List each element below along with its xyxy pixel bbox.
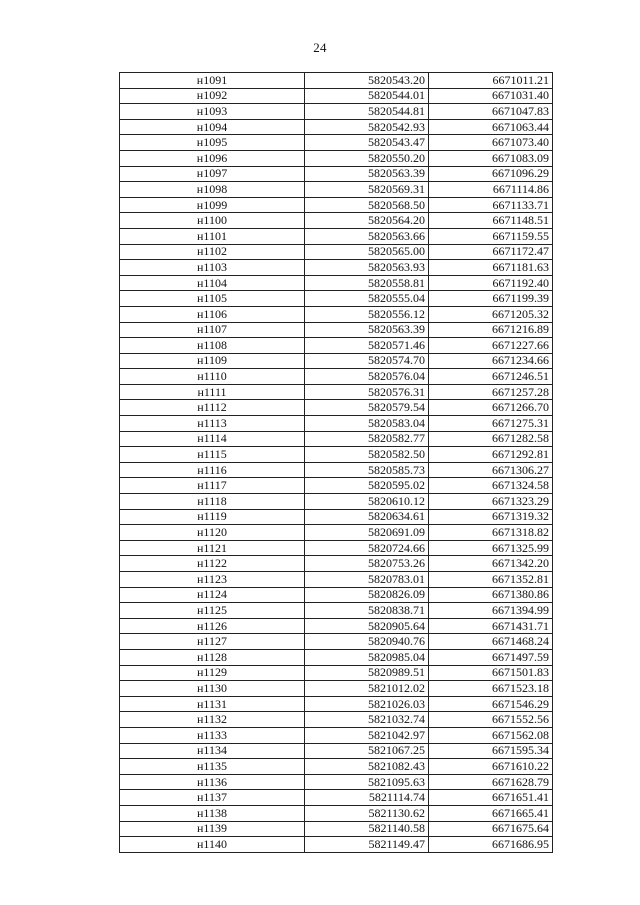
- x-coordinate-cell: 5820571.46: [305, 338, 429, 354]
- table-row: [120, 197, 553, 213]
- table-row: [120, 462, 553, 478]
- point-id-cell: н1132: [120, 712, 305, 728]
- y-coordinate-cell: 6671552.56: [429, 712, 553, 728]
- x-coordinate-cell: 5821149.47: [305, 837, 429, 853]
- point-id-cell: н1105: [120, 291, 305, 307]
- point-id-cell: н1127: [120, 634, 305, 650]
- y-coordinate-cell: 6671497.59: [429, 649, 553, 665]
- y-coordinate-cell: 6671063.44: [429, 119, 553, 135]
- y-coordinate-cell: 6671651.41: [429, 790, 553, 806]
- table-row: [120, 478, 553, 494]
- y-coordinate-cell: 6671282.58: [429, 431, 553, 447]
- y-coordinate-cell: 6671562.08: [429, 727, 553, 743]
- point-id-cell: н1108: [120, 338, 305, 354]
- x-coordinate-cell: 5820543.47: [305, 135, 429, 151]
- y-coordinate-cell: 6671031.40: [429, 88, 553, 104]
- table-row: [120, 338, 553, 354]
- point-id-cell: н1111: [120, 384, 305, 400]
- point-id-cell: н1110: [120, 369, 305, 385]
- point-id-cell: н1130: [120, 681, 305, 697]
- x-coordinate-cell: 5820826.09: [305, 587, 429, 603]
- coordinates-table-body: [120, 73, 553, 853]
- x-coordinate-cell: 5821130.62: [305, 805, 429, 821]
- table-row: [120, 291, 553, 307]
- y-coordinate-cell: 6671595.34: [429, 743, 553, 759]
- point-id-cell: н1135: [120, 759, 305, 775]
- table-row: [120, 743, 553, 759]
- point-id-cell: н1123: [120, 572, 305, 588]
- x-coordinate-cell: 5820550.20: [305, 150, 429, 166]
- x-coordinate-cell: 5820574.70: [305, 353, 429, 369]
- table-row: [120, 431, 553, 447]
- table-row: [120, 696, 553, 712]
- y-coordinate-cell: 6671096.29: [429, 166, 553, 182]
- x-coordinate-cell: 5820569.31: [305, 182, 429, 198]
- x-coordinate-cell: 5820563.93: [305, 260, 429, 276]
- table-row: [120, 244, 553, 260]
- y-coordinate-cell: 6671073.40: [429, 135, 553, 151]
- x-coordinate-cell: 5820610.12: [305, 494, 429, 510]
- x-coordinate-cell: 5821012.02: [305, 681, 429, 697]
- y-coordinate-cell: 6671133.71: [429, 197, 553, 213]
- point-id-cell: н1134: [120, 743, 305, 759]
- x-coordinate-cell: 5820564.20: [305, 213, 429, 229]
- table-row: [120, 727, 553, 743]
- y-coordinate-cell: 6671665.41: [429, 805, 553, 821]
- y-coordinate-cell: 6671047.83: [429, 104, 553, 120]
- y-coordinate-cell: 6671546.29: [429, 696, 553, 712]
- y-coordinate-cell: 6671227.66: [429, 338, 553, 354]
- table-row: [120, 805, 553, 821]
- x-coordinate-cell: 5820543.20: [305, 73, 429, 89]
- table-row: [120, 494, 553, 510]
- x-coordinate-cell: 5820544.01: [305, 88, 429, 104]
- point-id-cell: н1138: [120, 805, 305, 821]
- point-id-cell: н1095: [120, 135, 305, 151]
- x-coordinate-cell: 5820579.54: [305, 400, 429, 416]
- x-coordinate-cell: 5820838.71: [305, 603, 429, 619]
- point-id-cell: н1116: [120, 462, 305, 478]
- point-id-cell: н1117: [120, 478, 305, 494]
- point-id-cell: н1091: [120, 73, 305, 89]
- y-coordinate-cell: 6671324.58: [429, 478, 553, 494]
- table-row: [120, 634, 553, 650]
- table-row: [120, 88, 553, 104]
- table-row: [120, 447, 553, 463]
- table-row: [120, 384, 553, 400]
- x-coordinate-cell: 5821026.03: [305, 696, 429, 712]
- x-coordinate-cell: 5820595.02: [305, 478, 429, 494]
- point-id-cell: н1098: [120, 182, 305, 198]
- y-coordinate-cell: 6671342.20: [429, 556, 553, 572]
- x-coordinate-cell: 5820582.50: [305, 447, 429, 463]
- y-coordinate-cell: 6671205.32: [429, 306, 553, 322]
- point-id-cell: н1096: [120, 150, 305, 166]
- table-row: [120, 665, 553, 681]
- y-coordinate-cell: 6671181.63: [429, 260, 553, 276]
- table-row: [120, 603, 553, 619]
- point-id-cell: н1119: [120, 509, 305, 525]
- point-id-cell: н1104: [120, 275, 305, 291]
- y-coordinate-cell: 6671192.40: [429, 275, 553, 291]
- y-coordinate-cell: 6671610.22: [429, 759, 553, 775]
- table-row: [120, 322, 553, 338]
- y-coordinate-cell: 6671246.51: [429, 369, 553, 385]
- y-coordinate-cell: 6671394.99: [429, 603, 553, 619]
- x-coordinate-cell: 5821042.97: [305, 727, 429, 743]
- x-coordinate-cell: 5820563.39: [305, 166, 429, 182]
- x-coordinate-cell: 5820724.66: [305, 540, 429, 556]
- x-coordinate-cell: 5820783.01: [305, 572, 429, 588]
- point-id-cell: н1137: [120, 790, 305, 806]
- point-id-cell: н1126: [120, 618, 305, 634]
- point-id-cell: н1140: [120, 837, 305, 853]
- page-number: 24: [313, 40, 327, 55]
- point-id-cell: н1092: [120, 88, 305, 104]
- point-id-cell: н1122: [120, 556, 305, 572]
- table-row: [120, 400, 553, 416]
- x-coordinate-cell: 5820563.66: [305, 228, 429, 244]
- y-coordinate-cell: 6671266.70: [429, 400, 553, 416]
- table-row: [120, 369, 553, 385]
- point-id-cell: н1124: [120, 587, 305, 603]
- coordinates-table: [119, 72, 553, 853]
- point-id-cell: н1136: [120, 774, 305, 790]
- y-coordinate-cell: 6671686.95: [429, 837, 553, 853]
- table-row: [120, 821, 553, 837]
- point-id-cell: н1100: [120, 213, 305, 229]
- y-coordinate-cell: 6671628.79: [429, 774, 553, 790]
- table-row: [120, 572, 553, 588]
- y-coordinate-cell: 6671148.51: [429, 213, 553, 229]
- point-id-cell: н1107: [120, 322, 305, 338]
- table-row: [120, 759, 553, 775]
- y-coordinate-cell: 6671318.82: [429, 525, 553, 541]
- point-id-cell: н1118: [120, 494, 305, 510]
- y-coordinate-cell: 6671501.83: [429, 665, 553, 681]
- point-id-cell: н1115: [120, 447, 305, 463]
- y-coordinate-cell: 6671199.39: [429, 291, 553, 307]
- point-id-cell: н1112: [120, 400, 305, 416]
- point-id-cell: н1109: [120, 353, 305, 369]
- table-row: [120, 306, 553, 322]
- table-row: [120, 837, 553, 853]
- table-row: [120, 681, 553, 697]
- x-coordinate-cell: 5820555.04: [305, 291, 429, 307]
- y-coordinate-cell: 6671114.86: [429, 182, 553, 198]
- x-coordinate-cell: 5820558.81: [305, 275, 429, 291]
- point-id-cell: н1139: [120, 821, 305, 837]
- table-row: [120, 509, 553, 525]
- y-coordinate-cell: 6671306.27: [429, 462, 553, 478]
- point-id-cell: н1101: [120, 228, 305, 244]
- table-row: [120, 228, 553, 244]
- y-coordinate-cell: 6671216.89: [429, 322, 553, 338]
- table-row: [120, 166, 553, 182]
- point-id-cell: н1120: [120, 525, 305, 541]
- y-coordinate-cell: 6671172.47: [429, 244, 553, 260]
- table-row: [120, 790, 553, 806]
- y-coordinate-cell: 6671675.64: [429, 821, 553, 837]
- table-row: [120, 104, 553, 120]
- x-coordinate-cell: 5820544.81: [305, 104, 429, 120]
- x-coordinate-cell: 5820582.77: [305, 431, 429, 447]
- point-id-cell: н1093: [120, 104, 305, 120]
- y-coordinate-cell: 6671234.66: [429, 353, 553, 369]
- x-coordinate-cell: 5820563.39: [305, 322, 429, 338]
- x-coordinate-cell: 5821032.74: [305, 712, 429, 728]
- point-id-cell: н1131: [120, 696, 305, 712]
- point-id-cell: н1114: [120, 431, 305, 447]
- point-id-cell: н1103: [120, 260, 305, 276]
- x-coordinate-cell: 5820542.93: [305, 119, 429, 135]
- table-row: [120, 540, 553, 556]
- y-coordinate-cell: 6671325.99: [429, 540, 553, 556]
- table-row: [120, 416, 553, 432]
- x-coordinate-cell: 5820691.09: [305, 525, 429, 541]
- point-id-cell: н1102: [120, 244, 305, 260]
- x-coordinate-cell: 5820989.51: [305, 665, 429, 681]
- point-id-cell: н1106: [120, 306, 305, 322]
- y-coordinate-cell: 6671159.55: [429, 228, 553, 244]
- y-coordinate-cell: 6671011.21: [429, 73, 553, 89]
- x-coordinate-cell: 5821095.63: [305, 774, 429, 790]
- table-row: [120, 353, 553, 369]
- table-row: [120, 556, 553, 572]
- table-row: [120, 213, 553, 229]
- y-coordinate-cell: 6671083.09: [429, 150, 553, 166]
- x-coordinate-cell: 5820568.50: [305, 197, 429, 213]
- table-row: [120, 525, 553, 541]
- y-coordinate-cell: 6671323.29: [429, 494, 553, 510]
- y-coordinate-cell: 6671431.71: [429, 618, 553, 634]
- x-coordinate-cell: 5820634.61: [305, 509, 429, 525]
- x-coordinate-cell: 5820583.04: [305, 416, 429, 432]
- table-row: [120, 712, 553, 728]
- point-id-cell: н1133: [120, 727, 305, 743]
- table-row: [120, 774, 553, 790]
- table-row: [120, 587, 553, 603]
- x-coordinate-cell: 5820565.00: [305, 244, 429, 260]
- table-row: [120, 182, 553, 198]
- point-id-cell: н1128: [120, 649, 305, 665]
- x-coordinate-cell: 5821114.74: [305, 790, 429, 806]
- y-coordinate-cell: 6671523.18: [429, 681, 553, 697]
- y-coordinate-cell: 6671292.81: [429, 447, 553, 463]
- table-row: [120, 73, 553, 89]
- table-row: [120, 260, 553, 276]
- x-coordinate-cell: 5820940.76: [305, 634, 429, 650]
- table-row: [120, 618, 553, 634]
- y-coordinate-cell: 6671380.86: [429, 587, 553, 603]
- x-coordinate-cell: 5820905.64: [305, 618, 429, 634]
- x-coordinate-cell: 5820556.12: [305, 306, 429, 322]
- y-coordinate-cell: 6671468.24: [429, 634, 553, 650]
- x-coordinate-cell: 5821140.58: [305, 821, 429, 837]
- point-id-cell: н1113: [120, 416, 305, 432]
- point-id-cell: н1094: [120, 119, 305, 135]
- point-id-cell: н1125: [120, 603, 305, 619]
- table-row: [120, 275, 553, 291]
- x-coordinate-cell: 5820576.04: [305, 369, 429, 385]
- x-coordinate-cell: 5821082.43: [305, 759, 429, 775]
- x-coordinate-cell: 5820985.04: [305, 649, 429, 665]
- y-coordinate-cell: 6671275.31: [429, 416, 553, 432]
- table-row: [120, 135, 553, 151]
- x-coordinate-cell: 5820576.31: [305, 384, 429, 400]
- x-coordinate-cell: 5820753.26: [305, 556, 429, 572]
- point-id-cell: н1097: [120, 166, 305, 182]
- point-id-cell: н1099: [120, 197, 305, 213]
- y-coordinate-cell: 6671352.81: [429, 572, 553, 588]
- table-row: [120, 119, 553, 135]
- point-id-cell: н1121: [120, 540, 305, 556]
- y-coordinate-cell: 6671319.32: [429, 509, 553, 525]
- x-coordinate-cell: 5821067.25: [305, 743, 429, 759]
- point-id-cell: н1129: [120, 665, 305, 681]
- x-coordinate-cell: 5820585.73: [305, 462, 429, 478]
- table-row: [120, 150, 553, 166]
- table-row: [120, 649, 553, 665]
- y-coordinate-cell: 6671257.28: [429, 384, 553, 400]
